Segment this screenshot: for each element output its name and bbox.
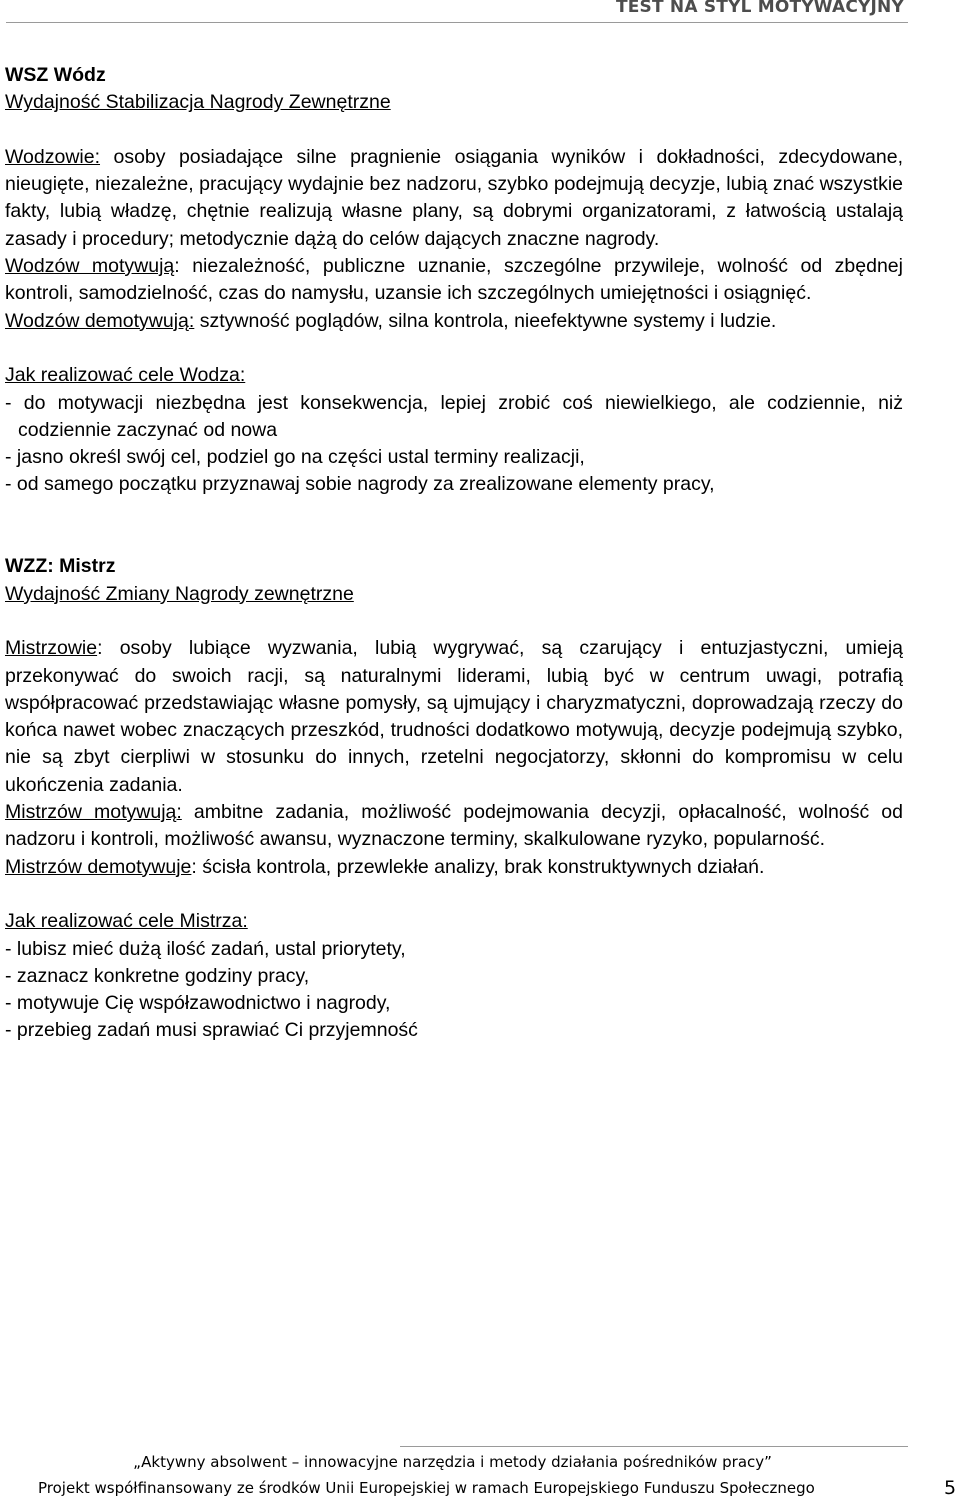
footer-project-title: „Aktywny absolwent – innowacyjne narzędzia i metody działania pośredników pracy”	[133, 1453, 772, 1471]
mistrz-motivators-text: ambitne zadania, możliwość podejmowania decyzji, opłacalność, wolność od nadzoru i kontroli, możliwość awansu, wyznaczone terminy, skalkulowane ryzyko, popularność.	[5, 801, 903, 851]
mistrz-description-label: Mistrzowie	[5, 637, 98, 660]
wodz-title: WSZ Wódz	[5, 64, 106, 86]
header-divider	[6, 22, 908, 23]
wodz-demotivators-text: sztywność poglądów, silna kontrola, nieefektywne systemy i ludzie.	[194, 309, 777, 332]
page-number: 5	[944, 1477, 957, 1499]
wodz-demotivators	[5, 308, 903, 335]
mistrz-motivators	[5, 799, 903, 854]
wodz-motivators-label: Wodzów motywują	[5, 255, 175, 278]
mistrz-demotivators-label: Mistrzów demotywuje	[5, 855, 192, 878]
list-item: - przebieg zadań musi sprawiać Ci przyjemność	[5, 1019, 418, 1042]
list-item: - motywuje Cię współzawodnictwo i nagrody,	[5, 992, 391, 1015]
footer-divider	[400, 1446, 908, 1447]
mistrz-motivators-label: Mistrzów motywują:	[5, 801, 182, 824]
mistrz-title: WZZ: Mistrz	[5, 555, 116, 578]
mistrz-subtitle: Wydajność Zmiany Nagrody zewnętrzne	[5, 582, 354, 605]
wodz-description	[5, 144, 903, 253]
wodz-description-label: Wodzowie:	[5, 145, 101, 168]
footer-funding-note: Projekt współfinansowany ze środków Unii Europejskiej w ramach Europejskiego Funduszu Społecznego	[38, 1479, 815, 1497]
list-item: - lubisz mieć dużą ilość zadań, ustal priorytety,	[5, 937, 406, 960]
list-item: - zaznacz konkretne godziny pracy,	[5, 964, 310, 987]
wodz-description-text: osoby posiadające silne pragnienie osiągania wyników i dokładności, zdecydowane, nieugięte, niezależne, pracujący wydajnie bez nadzoru, szybko podejmują decyzje, lubią znać wszystkie fakty, lubią władzę, chętnie realizują własne plany, są dobrymi organizatorami, z łatwością ustalają zasady i procedury; metodycznie dążą do celów dających znaczne nagrody.	[5, 145, 903, 250]
wodz-demotivators-label: Wodzów demotywują:	[5, 309, 195, 332]
wodz-motivators	[5, 253, 903, 308]
wodz-subtitle: Wydajność Stabilizacja Nagrody Zewnętrzne	[5, 91, 391, 114]
header-title: TEST NA STYL MOTYWACYJNY	[615, 0, 904, 17]
mistrz-description	[5, 635, 903, 799]
mistrz-demotivators-text: : ścisła kontrola, przewlekłe analizy, brak konstruktywnych działań.	[191, 855, 765, 878]
list-item: - jasno określ swój cel, podziel go na części ustal terminy realizacji,	[5, 446, 585, 469]
mistrz-description-text: : osoby lubiące wyzwania, lubią wygrywać, są czarujący i entuzjastyczni, umieją przekonywać do swoich racji, są naturalnymi liderami, lubią być w centrum uwagi, potrafią współpracować przedstawiając własne pomysły, są ujmujący i charyzmatyczni, doprowadzają rzeczy do końca nawet wobec znaczących przeszkód, trudności dodatkowo motywują, decyzje podejmują szybko, nie są zbyt cierpliwi w stosunku do innych, rzetelni negocjatorzy, skłonni do kompromisu w celu ukończenia zadania.	[5, 637, 903, 796]
mistrz-how-label: Jak realizować cele Mistrza:	[5, 910, 248, 933]
list-item: - do motywacji niezbędna jest konsekwencja, lepiej zrobić coś niewielkiego, ale codziennie, niż codziennie zaczynać od nowa	[5, 391, 903, 441]
list-item: - od samego początku przyznawaj sobie nagrody za zrealizowane elementy pracy,	[5, 473, 715, 496]
wodz-motivators-text: : niezależność, publiczne uznanie, szczególne przywileje, wolność od zbędnej kontroli, samodzielność, czas do namysłu, uzansie ich szczególnych umiejętności i osiągnięć.	[5, 255, 903, 305]
wodz-how-label: Jak realizować cele Wodza:	[5, 364, 246, 387]
mistrz-demotivators	[5, 854, 903, 881]
page-content	[5, 62, 903, 1045]
